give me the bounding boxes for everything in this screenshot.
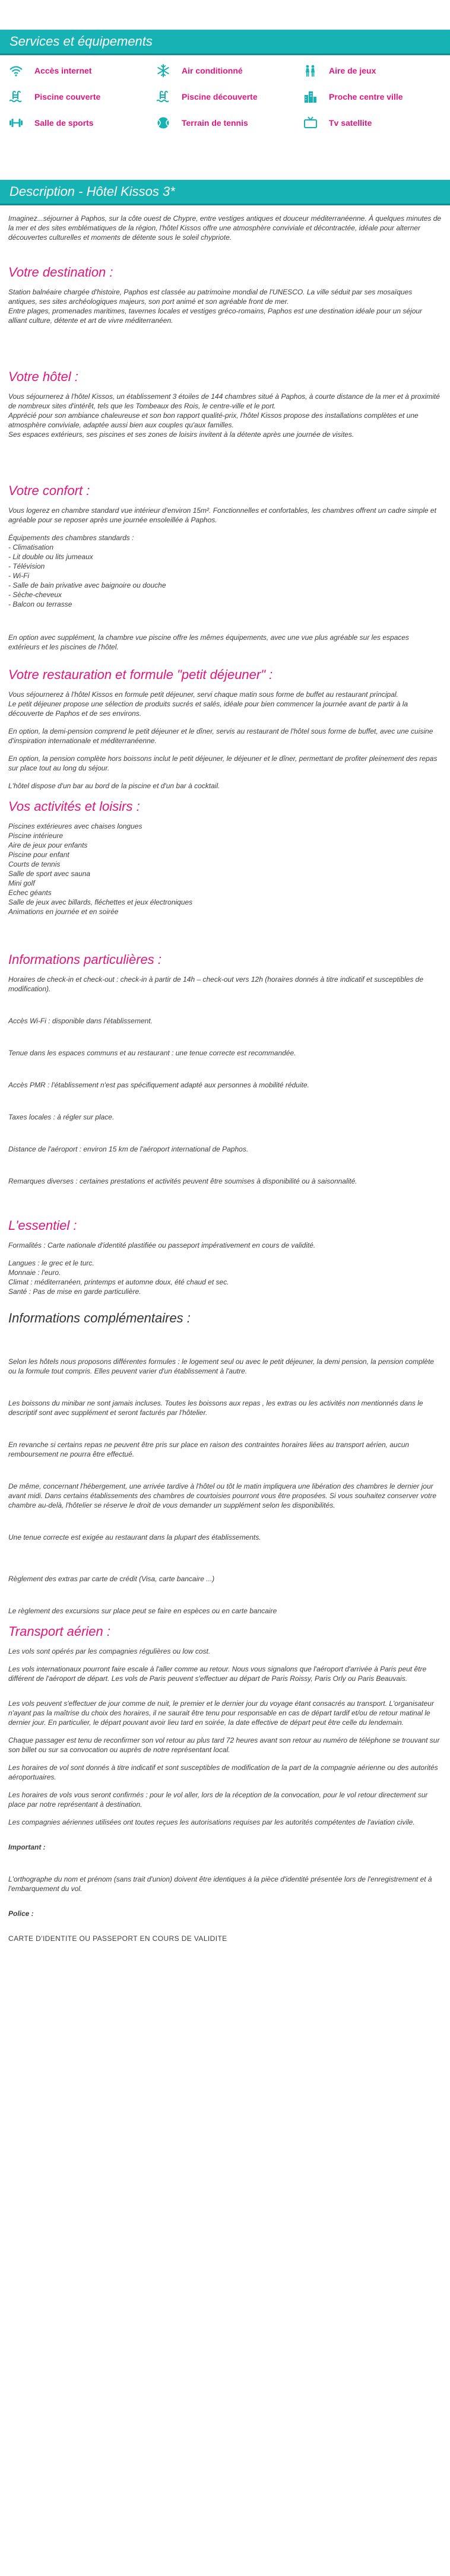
info-text: Distance de l'aéroport : environ 15 km de l'aéroport international de Paphos. [8, 1145, 249, 1153]
dumbbell-icon [8, 116, 24, 129]
equipment-item: - Sèche-cheveux [8, 591, 62, 599]
destination-text: Station balnéaire chargée d'histoire, Paphos est classée au patrimoine mondial de l'UNESCO. La ville séduit par ses mosaïques antiques, ses sites archéologiques majeurs, son port animé et son agréable front de mer. [8, 288, 413, 306]
complementaires-text: De même, concernant l'hébergement, une arrivée tardive à l'hôtel ou tôt le matin impliquera une libération des chambres le dernier jour avant midi. Dans certains établissements des chambres de courtoisies pourront vous être proposées. Si vous souhaitez conserver votre chambre au-delà, l'hôtelier se réserve le droit de vous demander un supplément selon les disponibilités. [8, 1482, 437, 1509]
services-header: Services et équipements [0, 30, 450, 55]
complementaires-text: Règlement des extras par carte de crédit (Visa, carte bancaire ...) [8, 1575, 215, 1583]
hotel-text: Apprécié pour son ambiance chaleureuse et son bon rapport qualité-prix, l'hôtel Kissos propose des installations complètes et une atmosphère conviviale, adaptée aussi bien aux couples qu'aux familles. [8, 411, 419, 429]
info-text: Accès PMR : l'établissement n'est pas spécifiquement adapté aux personnes à mobilité réduite. [8, 1081, 309, 1089]
equipment-item: - Balcon ou terrasse [8, 600, 72, 608]
activity-item: Salle de jeux avec billards, fléchettes et jeux électroniques [8, 898, 193, 906]
intro-text: Imaginez...séjourner à Paphos, sur la côte ouest de Chypre, entre vestiges antiques et douceur méditerranéenne. À quelques minutes de la mer et des sites emblématiques de la région, l'hôtel Kissos offre une atmosphère conviviale et décontractée, idéale pour alterner découvertes culturelles et moments de détente sous le soleil chypriote. [8, 214, 442, 242]
hotel-text: Vous séjournerez à l'hôtel Kissos, un établissement 3 étoiles de 144 chambres situé à Paphos, à courte distance de la mer et à proximité de nombreux sites d'intérêt, tels que les Tombeaux des Rois, le centre-ville et le port. [8, 392, 440, 410]
activity-item: Mini golf [8, 879, 35, 887]
essentiel-item: Monnaie : l'euro. [8, 1268, 61, 1277]
confort-option-text: En option avec supplément, la chambre vue piscine offre les mêmes équipements, avec une vue plus agréable sur les espaces extérieurs et les piscines de l'hôtel. [8, 633, 410, 651]
destination-text: Entre plages, promenades maritimes, tavernes locales et vestiges gréco-romains, Paphos est une destination idéale pour un séjour alliant culture, détente et art de vivre méditerranéen. [8, 307, 423, 325]
hotel-heading: Votre hôtel : [8, 369, 78, 384]
transport-text: Les vols peuvent s'effectuer de jour comme de nuit, le premier et le dernier jour du voyage étant consacrés au transport. L'organisateur n'ayant pas la maîtrise du choix des horaires, il ne saurait être tenu pour responsable en cas de départ tardif et/ou de retour matinal le dernier jour. En particulier, le départ pouvant avoir lieu tard en soirée, la date effective de départ peut être celle du lendemain. [8, 1699, 434, 1727]
service-item-tennis [156, 116, 303, 130]
restauration-text: En option, la demi-pension comprend le petit déjeuner et le dîner, servis au restaurant de l'hôtel sous forme de buffet, avec une cuisine d'inspiration internationale et méditerranéenne. [8, 727, 433, 745]
service-label: Accès internet [34, 66, 92, 75]
important-text: L'orthographe du nom et prénom (sans trait d'union) doivent être identiques à la pièce d'identité présentée lors de l'enregistrement et à l'embarquement du vol. [8, 1875, 432, 1893]
complementaires-text: Les boissons du minibar ne sont jamais incluses. Toutes les boissons aux repas , les extras ou les activités non mentionnés dans le descriptif sont avec supplément et seront facturés par l'hôtelier. [8, 1399, 423, 1417]
essentiel-item: Langues : le grec et le turc. [8, 1259, 94, 1267]
service-item-air-conditioning [156, 64, 303, 78]
activities-list [8, 821, 442, 916]
transport-text: Les vols sont opérés par les compagnies régulières ou low cost. [8, 1647, 211, 1655]
restauration-heading: Votre restauration et formule "petit déjeuner" : [8, 667, 273, 682]
essentiel-heading: L'essentiel : [8, 1218, 77, 1233]
hotel-text: Ses espaces extérieurs, ses piscines et ses zones de loisirs invitent à la détente après une journée de visites. [8, 430, 354, 439]
activity-item: Piscines extérieures avec chaises longues [8, 822, 142, 830]
destination-heading: Votre destination : [8, 265, 113, 280]
info-text: Remarques diverses : certaines prestations et activités peuvent être soumises à disponibilité ou à saisonnalité. [8, 1177, 357, 1185]
equipment-title: Équipements des chambres standards : [8, 534, 134, 542]
transport-text: Les vols internationaux pourront faire escale à l'aller comme au retour. Nous vous signalons que l'aéroport d'arrivée à Paris peut être différent de l'aéroport de départ. Les vols de Paris peuvent s'effectuer au départ de Paris Roissy, Paris Orly ou Paris Beauvais. [8, 1665, 427, 1683]
equipment-item: - Climatisation [8, 543, 54, 551]
service-item-indoor-pool [8, 90, 156, 104]
activity-item: Courts de tennis [8, 860, 61, 868]
activity-item: Animations en journée et en soirée [8, 908, 119, 916]
transport-text: Les compagnies aériennes utilisées ont toutes reçues les autorisations requises par les autorités compétentes de l'aviation civile. [8, 1818, 415, 1826]
service-item-internet [8, 64, 156, 78]
pool-icon [156, 90, 171, 103]
loisirs-heading: Vos activités et loisirs : [8, 799, 140, 814]
service-label: Salle de sports [34, 118, 94, 128]
equipment-item: - Wi-Fi [8, 572, 30, 580]
activity-item: Piscine intérieure [8, 832, 64, 840]
essentiel-item: Santé : Pas de mise en garde particulière. [8, 1287, 141, 1296]
restauration-text: Le petit déjeuner propose une sélection de produits sucrés et salés, idéale pour bien commencer la journée avant de partir à la découverte de Paphos et de ses environs. [8, 700, 408, 718]
service-label: Aire de jeux [329, 66, 376, 75]
info-text: Tenue dans les espaces communs et au restaurant : une tenue correcte est recommandée. [8, 1049, 296, 1057]
service-item-outdoor-pool [156, 90, 303, 104]
snowflake-icon [156, 64, 171, 77]
tv-icon [303, 116, 318, 129]
service-label: Air conditionné [182, 66, 243, 75]
restauration-text: Vous séjournerez à l'hôtel Kissos en formule petit déjeuner, servi chaque matin sous forme de buffet au restaurant principal. [8, 690, 398, 699]
wifi-icon [8, 64, 24, 77]
confort-text: Vous logerez en chambre standard vue intérieur d'environ 15m². Fonctionnelles et confortables, les chambres offrent un cadre simple et agréable pour se reposer après une journée ensoleillée à Paphos. [8, 506, 436, 524]
equipment-item: - Lit double ou lits jumeaux [8, 553, 93, 561]
equipment-item: - Télévision [8, 562, 45, 570]
police-text: CARTE D'IDENTITE OU PASSEPORT EN COURS DE VALIDITE [8, 1934, 227, 1943]
service-label: Piscine couverte [34, 92, 101, 101]
city-icon [303, 90, 318, 103]
police-label: Police : [8, 1909, 34, 1918]
complementaires-text: Selon les hôtels nous proposons différentes formules : le logement seul ou avec le petit déjeuner, la demi pension, la pension complète ou la formule tout compris. Elles peuvent varier d'un établissement à l'autre. [8, 1357, 435, 1375]
transport-text: Les horaires de vols vous seront confirmés : pour le vol aller, lors de la réception de la convocation, pour le vol retour directement sur place par notre représentant à destination. [8, 1791, 428, 1809]
info-text: Accès Wi-Fi : disponible dans l'établissement. [8, 1017, 153, 1025]
particulieres-heading: Informations particulières : [8, 952, 161, 967]
complementaires-text: Une tenue correcte est exigée au restaurant dans la plupart des établissements. [8, 1533, 261, 1541]
pool-icon [8, 90, 24, 103]
transport-text: Les horaires de vol sont donnés à titre indicatif et sont susceptibles de modification de la part de la compagnie aérienne ou des autorités aéroportuaires. [8, 1763, 438, 1781]
essentiel-item: Climat : méditerranéen, printemps et automne doux, été chaud et sec. [8, 1278, 229, 1286]
playground-icon [303, 64, 318, 77]
complementaires-heading: Informations complémentaires : [8, 1311, 191, 1325]
equipment-item: - Salle de bain privative avec baignoire ou douche [8, 581, 166, 589]
important-label: Important : [8, 1843, 46, 1851]
description-content [0, 205, 450, 1943]
transport-heading: Transport aérien : [8, 1624, 111, 1639]
complementaires-text: Le règlement des excursions sur place peut se faire en espèces ou en carte bancaire [8, 1607, 277, 1615]
essentiel-list [8, 1258, 442, 1296]
tennis-icon [156, 116, 171, 129]
activity-item: Salle de sport avec sauna [8, 870, 91, 878]
service-item-playground [303, 64, 450, 78]
service-item-city-center [303, 90, 450, 104]
service-label: Proche centre ville [329, 92, 403, 101]
activity-item: Echec géants [8, 889, 52, 897]
transport-text: Chaque passager est tenu de reconfirmer son vol retour au plus tard 72 heures avant son retour au numéro de téléphone se trouvant sur son billet ou sur sa convocation ou auprès de notre représentant local. [8, 1736, 440, 1754]
info-text: Taxes locales : à régler sur place. [8, 1113, 115, 1121]
service-label: Piscine découverte [182, 92, 258, 101]
service-item-gym [8, 116, 156, 130]
service-item-satellite-tv [303, 116, 450, 130]
services-grid [0, 55, 450, 138]
restauration-text: En option, la pension complète hors boissons inclut le petit déjeuner, le déjeuner et le dîner, permettant de profiter pleinement des repas sur place tout au long du séjour. [8, 754, 438, 772]
activity-item: Piscine pour enfant [8, 851, 69, 859]
description-header: Description - Hôtel Kissos 3* [0, 180, 450, 205]
activity-item: Aire de jeux pour enfants [8, 841, 88, 849]
restauration-text: L'hôtel dispose d'un bar au bord de la piscine et d'un bar à cocktail. [8, 782, 220, 790]
service-label: Tv satellite [329, 118, 372, 128]
confort-heading: Votre confort : [8, 483, 90, 498]
complementaires-text: En revanche si certains repas ne peuvent être pris sur place en raison des contraintes horaires liées au transport aérien, aucun remboursement ne pourra être effectué. [8, 1441, 410, 1458]
info-text: Horaires de check-in et check-out : check-in à partir de 14h – check-out vers 12h (horaires donnés à titre indicatif et susceptibles de modification). [8, 975, 424, 993]
room-equipment-list [8, 533, 442, 609]
essentiel-text: Formalités : Carte nationale d'identité plastifiée ou passeport impérativement en cours de validité. [8, 1241, 316, 1249]
service-label: Terrain de tennis [182, 118, 248, 128]
